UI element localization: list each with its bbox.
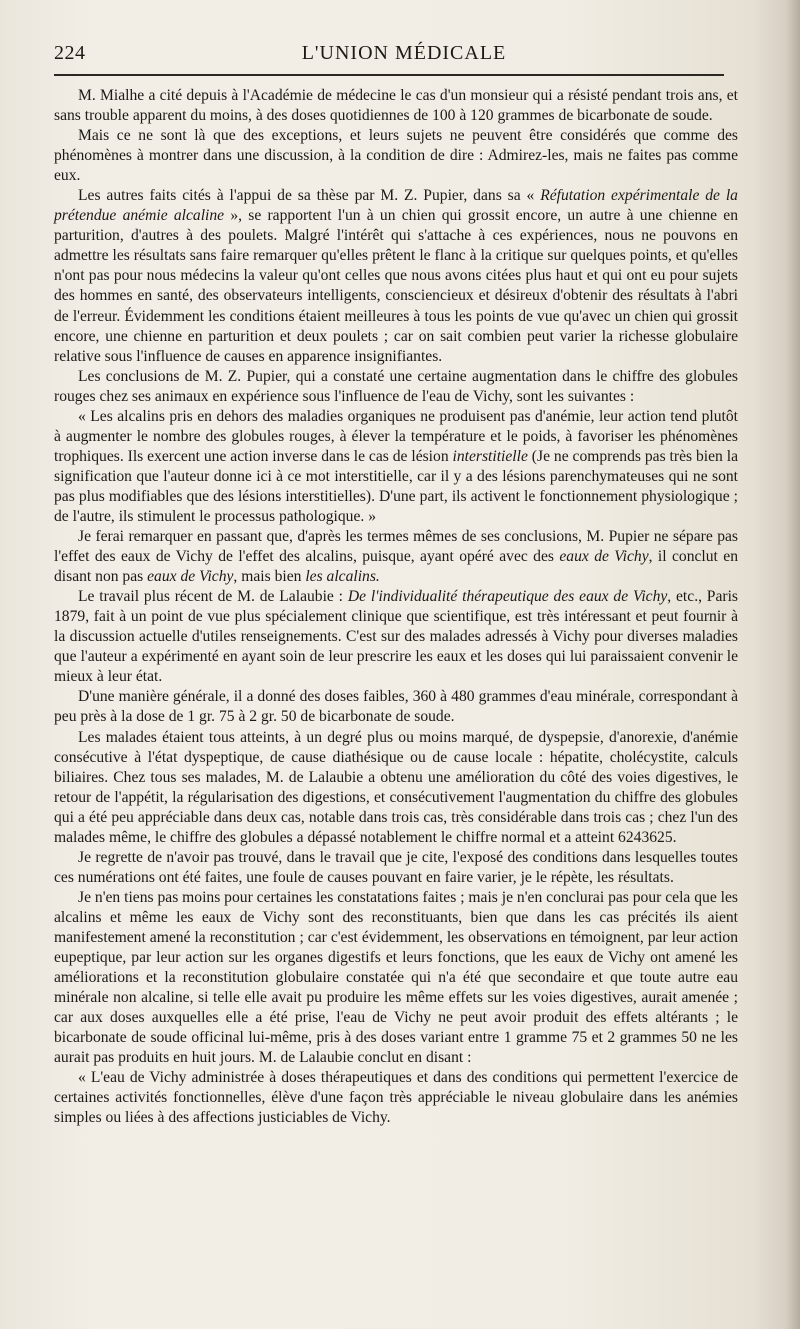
text-run: Le travail plus récent de M. de Lalaubie : (78, 588, 348, 606)
italic-text: De l'individualité thérapeutique des eaux de Vichy (347, 588, 668, 606)
page-header (54, 42, 754, 72)
running-title: L'UNION MÉDICALE (301, 42, 507, 64)
header-rule (54, 74, 724, 76)
paragraph-p9 (54, 728, 738, 848)
paragraph-p3 (54, 186, 738, 366)
paragraph-p4 (54, 367, 738, 407)
page-edge-shadow (786, 0, 800, 1329)
text-run: « Les alcalins pris en dehors des maladies organiques ne produisent pas d'anémie, leur action tend plutôt à augmenter le nombre des globules rouges, à élever la température et le poids, à favoriser les phénomènes trophiques. Ils exercent une action inverse dans le cas de lésion (54, 407, 738, 465)
text-run: , etc., Paris 1879, fait à un point de vue plus spécialement clinique que scientifique, est très intéressant et peut fournir à la discussion actuelle d'utiles renseignements. C'est sur des malades adressés à Vichy pour diverses maladies que l'auteur a expérimenté en ayant soin de leur prescrire les eaux et les doses qui lui paraissaient convenir le mieux à leur état. (54, 588, 738, 686)
text-run: Je regrette de n'avoir pas trouvé, dans le travail que je cite, l'exposé des conditions dans lesquelles toutes ces numérations ont été faites, une foule de causes pouvant en faire varier, je le répète, les résultats. (54, 848, 738, 886)
paragraph-p10 (54, 848, 738, 888)
text-run: M. Mialhe a cité depuis à l'Académie de médecine le cas d'un monsieur qui a résisté pendant trois ans, et sans trouble apparent du moins, à des doses quotidiennes de 100 à 120 grammes de bicarbonate de soude. (54, 87, 738, 125)
italic-text: eaux de Vichy (147, 568, 234, 586)
text-run: Mais ce ne sont là que des exceptions, et leurs sujets ne peuvent être considérés que comme des phénomènes à montrer dans une discussion, à la condition de dire : Admirez-les, mais ne faites pas comme eux. (54, 127, 738, 185)
paragraph-p6 (54, 527, 738, 587)
text-run: », se rapportent l'un à un chien qui grossit encore, un autre à une chienne en parturition, d'autres à des poulets. Malgré l'intérêt qui s'attache à ces expériences, nous ne pouvons en admettre les résultats sans faire remarquer qu'elles prêtent le flanc à la critique sur quelques points, et qu'elles n'ont pas pour nous médecins la valeur qu'ont celles que nous avons citées plus haut et qui ont eu pour sujets des hommes en santé, des observateurs intelligents, consciencieux et désireux d'obtenir des résultats à l'abri de l'erreur. Évidemment les conditions étaient meilleures à tous les points de vue qu'avec un chien qui grossit encore, une chienne en parturition et deux poulets ; car on sait combien peut varier la richesse globulaire relative sous l'influence de causes en apparence insignifiantes. (54, 207, 738, 365)
text-run: Les conclusions de M. Z. Pupier, qui a constaté une certaine augmentation dans le chiffre des globules rouges chez ses animaux en expérience sous l'influence de l'eau de Vichy, sont les suivantes : (54, 367, 738, 405)
paragraph-p7 (54, 587, 738, 687)
text-run: Les malades étaient tous atteints, à un degré plus ou moins marqué, de dyspepsie, d'anorexie, d'anémie consécutive à l'état dyspeptique, de cause diathésique ou de cause locale : hépatite, cholécystite, calculs biliaires. Chez tous ses malades, M. de Lalaubie a obtenu une amélioration du côté des voies digestives, le retour de l'appétit, la régularisation des digestions, et consécutivement l'augmentation du chiffre des globules qui a été peu appréciable dans deux cas, notable dans trois cas, très considérable dans trois cas ; chez l'un des malades même, le chiffre des globules a dépassé notablement le chiffre normal et a atteint 6243625. (54, 728, 738, 846)
text-run: Je n'en tiens pas moins pour certaines les constatations faites ; mais je n'en conclurai pas pour cela que les alcalins et même les eaux de Vichy sont des reconstituants, bien que dans les cas précités ils aient manifestement amené la reconstitution ; car c'est évidemment, les observations en témoignent, par leur action eupeptique, par leur action sur les organes digestifs et leurs fonctions, que les eaux de Vichy ont amené les améliorations et la reconstitution globulaire constatée qui n'a été que secondaire et que toute autre eau minérale non alcaline, si telle elle avait pu produire les même effets sur les voies digestives, aurait amenée ; car aux doses auxquelles elle a été prise, l'eau de Vichy ne peut avoir produit des effets altérants ; le bicarbonate de soude officinal lui-même, pris à des doses variant entre 1 gramme 75 et 2 grammes 50 ne les aurait pas produits en huit jours. M. de Lalaubie conclut en disant : (54, 888, 738, 1067)
text-run: « L'eau de Vichy administrée à doses thérapeutiques et dans des conditions qui permettent l'exercice de certaines activités fonctionnelles, élève d'une façon très appréciable le niveau globulaire dans les anémies simples ou liées à des affections justiciables de Vichy. (54, 1069, 738, 1127)
italic-text: Réfutation expérimentale de la prétendue anémie alcaline (54, 187, 738, 225)
text-run: D'une manière générale, il a donné des doses faibles, 360 à 480 grammes d'eau minérale, correspondant à peu près à la dose de 1 gr. 75 à 2 gr. 50 de bicarbonate de soude. (54, 688, 738, 726)
paragraph-p12 (54, 1068, 738, 1128)
text-run: (Je ne comprends pas très bien la signification que l'auteur donne ici à ce mot interstitielle, car il y a des lésions parenchymateuses qui ne sont pas plus modifiables que des lésions interstitielles). D'une part, ils activent le fonctionnement physiologique ; de l'autre, ils stimulent le processus pathologique. » (54, 447, 739, 525)
text-run: Je ferai remarquer en passant que, d'après les termes mêmes de ses conclusions, M. Pupier ne sépare pas l'effet des eaux de Vichy de l'effet des alcalins, puisque, ayant opéré avec des (54, 528, 738, 566)
text-run: , il conclut en disant non pas (54, 548, 738, 586)
paragraph-p11 (54, 888, 738, 1068)
paragraph-p8 (54, 687, 738, 727)
italic-text: les alcalins. (305, 568, 380, 586)
article-body (54, 86, 738, 1128)
text-run: Les autres faits cités à l'appui de sa thèse par M. Z. Pupier, dans sa « (78, 187, 541, 205)
page-number: 224 (54, 42, 86, 64)
paragraph-p5 (54, 407, 738, 527)
paragraph-p1 (54, 86, 738, 126)
text-run: , mais bien (233, 568, 306, 586)
italic-text: interstitielle (452, 447, 528, 465)
italic-text: eaux de Vichy (559, 548, 649, 566)
paragraph-p2 (54, 126, 738, 186)
